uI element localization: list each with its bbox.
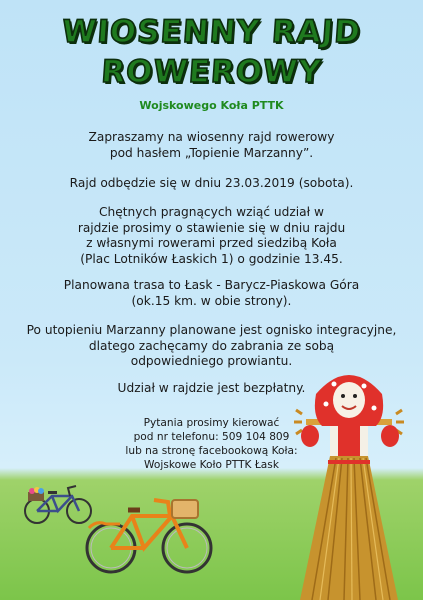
bonfire-paragraph	[0, 323, 423, 370]
contact-line: pod nr telefonu: 509 104 809	[133, 431, 290, 443]
date-paragraph	[0, 176, 423, 192]
text-line: Chętnych pragnących wziąć udział w	[99, 205, 324, 219]
text-line: dlatego zachęcamy do zabrania ze sobą	[88, 338, 335, 353]
contact-line: lub na stronę facebookową Koła:	[125, 445, 298, 457]
poster-title-line1: WIOSENNY RAJD	[60, 14, 363, 50]
text-line: Zapraszamy na wiosenny rajd rowerowy	[88, 130, 335, 144]
text-line: odpowiedniego prowiantu.	[130, 354, 293, 368]
orange-bicycle-icon	[84, 480, 216, 576]
text-line: Po utopieniu Marzanny planowane jest ognisko integracyjne,	[26, 323, 397, 337]
text-line: Planowana trasa to Łask - Barycz-Piaskowa Góra	[63, 278, 360, 292]
route-paragraph	[0, 278, 423, 309]
marzanna-doll-icon	[286, 364, 412, 600]
text-line: rajdzie prosimy o stawienie się w dniu rajdu	[77, 220, 346, 235]
poster-subtitle: Wojskowego Koła PTTK	[139, 99, 284, 112]
contact-line: Wojskowe Koło PTTK Łask	[144, 459, 279, 471]
text-line: Udział w rajdzie jest bezpłatny.	[117, 381, 306, 395]
meeting-paragraph	[0, 205, 423, 267]
text-line: Rajd odbędzie się w dniu 23.03.2019 (sobota).	[69, 176, 354, 190]
poster-title-line2: ROWEROWY	[100, 54, 323, 90]
text-line: (ok.15 km. w obie strony).	[131, 293, 292, 308]
invitation-paragraph	[0, 130, 423, 161]
text-line: pod hasłem „Topienie Marzanny”.	[109, 145, 314, 160]
contact-line: Pytania prosimy kierować	[143, 417, 280, 429]
text-line: (Plac Lotników Łaskich 1) o godzinie 13.45.	[80, 251, 343, 266]
text-line: z własnymi rowerami przed siedzibą Koła	[86, 236, 337, 250]
